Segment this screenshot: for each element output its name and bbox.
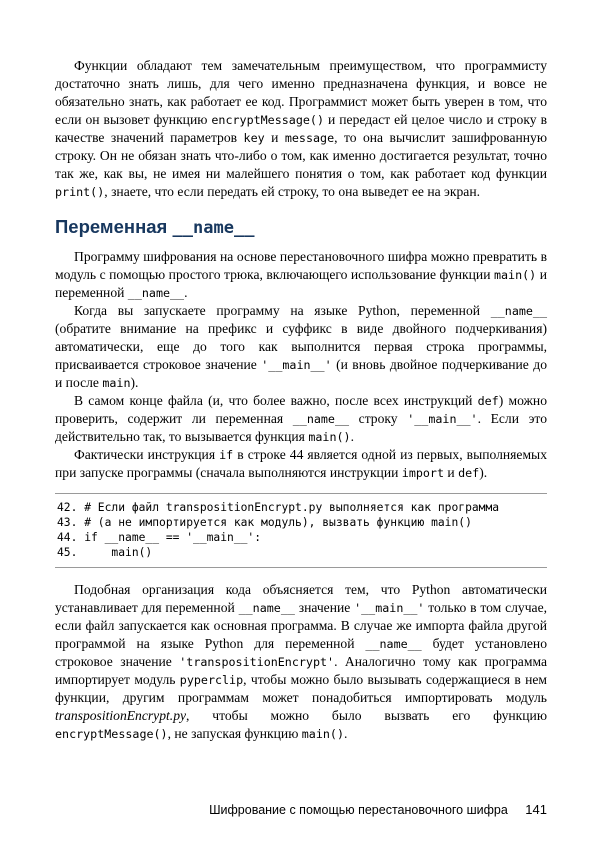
running-footer-title: Шифрование с помощью перестановочного шифра (209, 803, 508, 817)
code-line: 42. # Если файл transpositionEncrypt.py выполняется как программа (57, 501, 500, 514)
paragraph-3: В самом конце файла (и, что более важно, после всех инструкций def) можно проверить, содержит ли переменная __name__ строку '__main__'. Если это действительно так, то вызывается функция main(). (55, 393, 547, 444)
intro-paragraph: Функции обладают тем замечательным преимуществом, что программисту достаточно знать лишь, для чего именно предназначена функция, и вовсе не обязательно знать, как работает ее код. Программист может быть уверен в том, что если он вызовет функцию encryptMessage() и передаст ей целое число и строку в качестве значений параметров key и message, то она вычислит зашифрованную строку. Он не обязан знать что-либо о том, как именно достигается результат, точно так же, как вы, не имея ни малейшего понятия о том, как работает код функции print(), знаете, что если передать ей строку, то она выведет ее на экран. (55, 58, 547, 199)
code-line: 45. main() (57, 546, 153, 559)
paragraph-1: Программу шифрования на основе перестановочного шифра можно превратить в модуль с помощью простого трюка, включающего использование функции main() и переменной __name__. (55, 249, 547, 300)
section-heading: Переменная __name__ (55, 216, 255, 238)
code-line: 44. if __name__ == '__main__': (57, 531, 262, 544)
page-footer (55, 802, 547, 817)
page-number: 141 (525, 802, 547, 817)
paragraph-2: Когда вы запускаете программу на языке Python, переменной __name__ (обратите внимание на префикс и суффикс в виде двойного подчеркивания) автоматически, еще до того как выполнится первая строка программы, присваивается строковое значение '__main__' (и вновь двойное подчеркивание до и после main). (55, 303, 547, 390)
code-line: 43. # (а не импортируется как модуль), вызвать функцию main() (57, 516, 472, 529)
closing-paragraph: Подобная организация кода объясняется тем, что Python автоматически устанавливает для переменной __name__ значение '__main__' только в том случае, если файл запускается как основная программа. В случае же импорта файла другой программой на языке Python для переменной __name__ будет установлено строковое значение 'transpositionEncrypt'. Аналогично тому как программа импортирует модуль pyperclip, чтобы можно было вызывать содержащиеся в нем функции, другим программам может понадобиться импортировать модуль transpositionEncrypt.py, чтобы можно было вызвать его функцию encryptMessage(), не запуская функцию main(). (55, 582, 547, 741)
paragraph-4: Фактически инструкция if в строке 44 является одной из первых, выполняемых при запуске программы (сначала выполняются инструкции import и def). (55, 447, 547, 480)
code-listing (55, 493, 547, 568)
